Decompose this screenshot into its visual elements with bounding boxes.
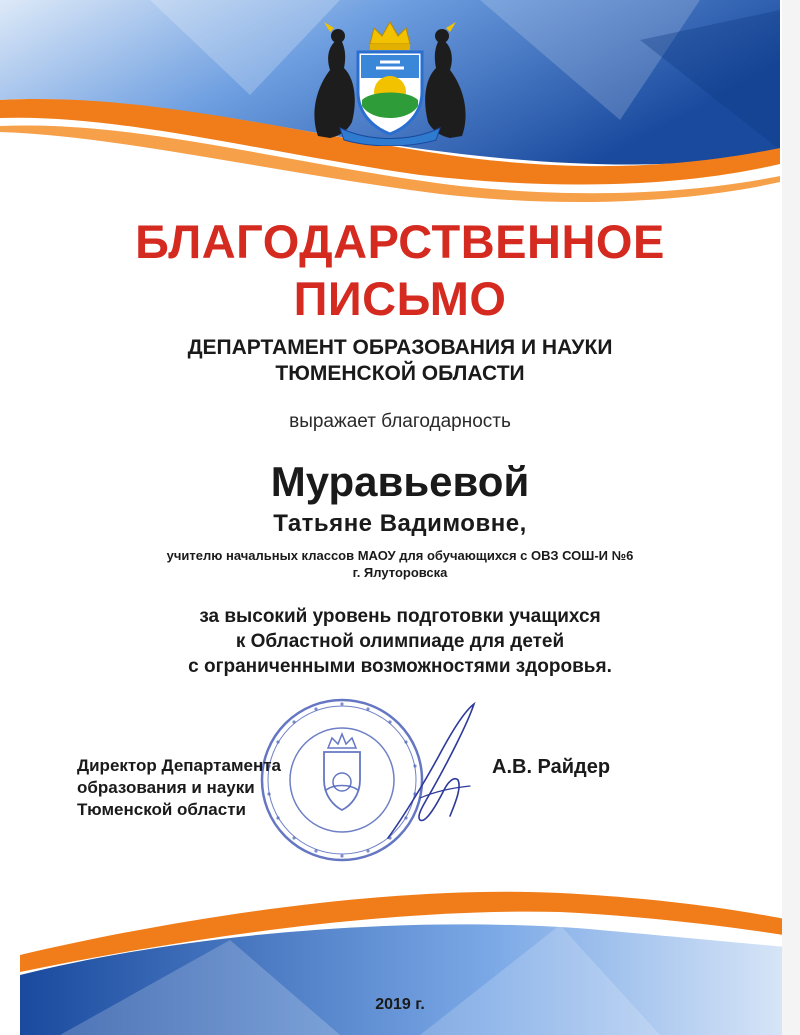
handwritten-signature-icon bbox=[380, 698, 490, 848]
reason-line1: за высокий уровень подготовки учащихся bbox=[199, 606, 601, 627]
document-year: 2019 г. bbox=[375, 996, 425, 1013]
signatory-title-line3: Тюменской области bbox=[77, 800, 246, 819]
department-name-line1: ДЕПАРТАМЕНТ ОБРАЗОВАНИЯ И НАУКИ bbox=[187, 336, 613, 359]
signatory-title-line2: образования и науки bbox=[77, 778, 255, 797]
document-title-line1: БЛАГОДАРСТВЕННОЕ bbox=[135, 215, 665, 268]
reason-line3: с ограниченными возможностями здоровья. bbox=[188, 656, 612, 677]
signatory-name: А.В. Райдер bbox=[492, 756, 611, 778]
expresses-gratitude: выражает благодарность bbox=[289, 411, 511, 432]
signatory-title-line1: Директор Департамента bbox=[77, 756, 282, 775]
recipient-position-line1: учителю начальных классов МАОУ для обучающихся с ОВЗ СОШ-И №6 bbox=[166, 548, 634, 563]
recipient-surname: Муравьевой bbox=[270, 458, 530, 505]
department-name-line2: ТЮМЕНСКОЙ ОБЛАСТИ bbox=[275, 362, 525, 385]
tyumen-oblast-coat-of-arms-icon bbox=[300, 18, 480, 146]
recipient-position-line2: г. Ялуторовска bbox=[352, 565, 448, 580]
recipient-given-names: Татьяне Вадимовне, bbox=[273, 510, 527, 537]
document-title-line2: ПИСЬМО bbox=[293, 272, 507, 325]
reason-line2: к Областной олимпиаде для детей bbox=[235, 631, 565, 652]
